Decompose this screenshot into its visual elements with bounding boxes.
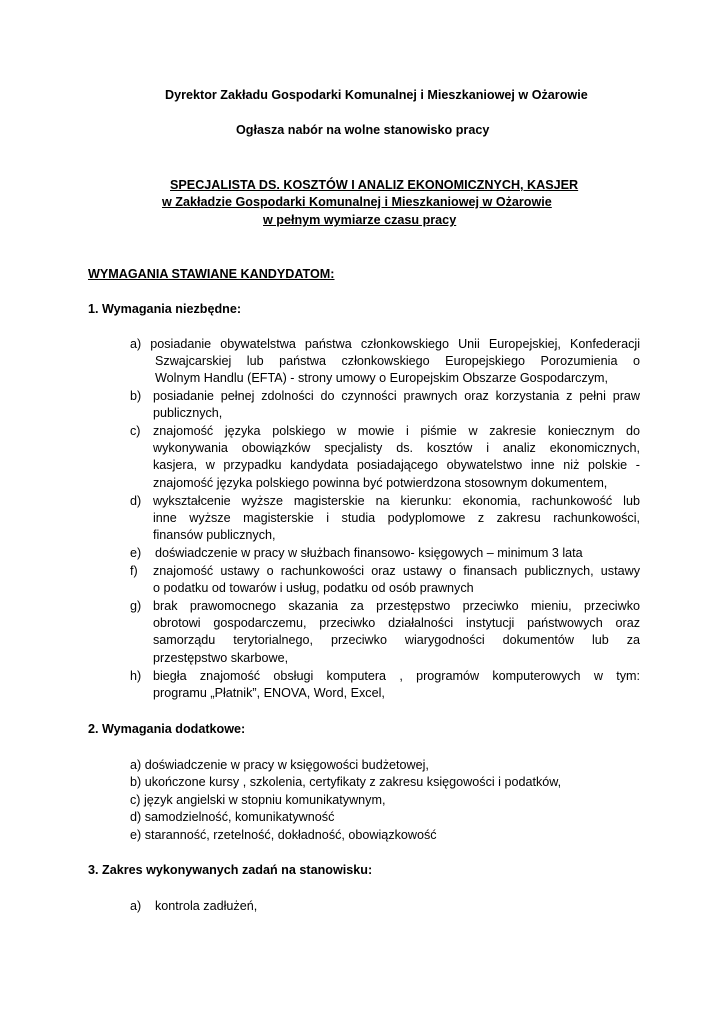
section2-title: 2. Wymagania dodatkowe: — [88, 722, 246, 736]
additional-item-b: b) ukończone kursy , szkolenia, certyfikaty z zakresu księgowości i podatków, — [130, 775, 562, 789]
req-a-line1: a) posiadanie obywatelstwa państwa członkowskiego Unii Europejskiej, Konfederacji — [130, 337, 640, 351]
req-h-marker: h) — [130, 669, 142, 683]
req-c-line4: znajomość języka polskiego powinna być potwierdzona stosownym dokumentem, — [153, 476, 608, 490]
requirements-heading: WYMAGANIA STAWIANE KANDYDATOM: — [88, 267, 335, 281]
req-g-line2: obrotowi gospodarczemu, przeciwko działalności instytucji państwowych oraz — [153, 616, 640, 630]
section3-title: 3. Zakres wykonywanych zadań na stanowisku: — [88, 863, 373, 877]
req-c-line1: znajomość języka polskiego w mowie i piśmie w zakresie koniecznym do — [153, 424, 640, 438]
req-a-line2: Szwajcarskiej lub państwa członkowskiego Europejskiego Porozumienia o — [155, 354, 640, 368]
duty-a-marker: a) — [130, 899, 142, 913]
additional-item-d: d) samodzielność, komunikatywność — [130, 810, 335, 824]
req-g-marker: g) — [130, 599, 142, 613]
req-a-line3: Wolnym Handlu (EFTA) - strony umowy o Europejskim Obszarze Gospodarczym, — [155, 371, 609, 385]
section1-title: 1. Wymagania niezbędne: — [88, 302, 242, 316]
additional-item-c: c) język angielski w stopniu komunikatywnym, — [130, 793, 386, 807]
req-d-marker: d) — [130, 494, 142, 508]
req-g-line1: brak prawomocnego skazania za przestępstwo przeciwko mieniu, przeciwko — [153, 599, 640, 613]
additional-item-a: a) doświadczenie w pracy w księgowości budżetowej, — [130, 758, 429, 772]
req-e-marker: e) — [130, 546, 142, 560]
req-e-line1: doświadczenie w pracy w służbach finansowo- księgowych – minimum 3 lata — [155, 546, 583, 560]
position-title: SPECJALISTA DS. KOSZTÓW I ANALIZ EKONOMICZNYCH, KASJER — [170, 178, 579, 192]
position-employer: w Zakładzie Gospodarki Komunalnej i Mieszkaniowej w Ożarowie — [162, 195, 552, 209]
position-working-time: w pełnym wymiarze czasu pracy — [263, 213, 457, 227]
req-h-line2: programu „Płatnik”, ENOVA, Word, Excel, — [153, 686, 385, 700]
req-d-line2: inne wyższe magisterskie i studia podyplomowe z zakresu rachunkowości, — [153, 511, 640, 525]
req-d-line3: finansów publicznych, — [153, 528, 276, 542]
req-c-line2: wykonywania obowiązków specjalisty ds. kosztów i analiz ekonomicznych, — [153, 441, 640, 455]
req-g-line3: samorządu terytorialnego, przeciwko wiarygodności dokumentów lub za — [153, 633, 640, 647]
req-f-line2: o podatku od towarów i usług, podatku od osób prawnych — [153, 581, 474, 595]
req-f-line1: znajomość ustawy o rachunkowości oraz ustawy o finansach publicznych, ustawy — [153, 564, 640, 578]
req-h-line1: biegła znajomość obsługi komputera , programów komputerowych w tym: — [153, 669, 640, 683]
duty-a-text: kontrola zadłużeń, — [155, 899, 258, 913]
req-b-marker: b) — [130, 389, 142, 403]
additional-item-e: e) staranność, rzetelność, dokładność, obowiązkowość — [130, 828, 437, 842]
req-d-line1: wykształcenie wyższe magisterskie na kierunku: ekonomia, rachunkowość lub — [153, 494, 640, 508]
req-c-marker: c) — [130, 424, 141, 438]
req-b-line1: posiadanie pełnej zdolności do czynności prawnych oraz korzystania z pełni praw — [153, 389, 640, 403]
req-b-line2: publicznych, — [153, 406, 223, 420]
header-director-line: Dyrektor Zakładu Gospodarki Komunalnej i Mieszkaniowej w Ożarowie — [165, 88, 588, 102]
req-c-line3: kasjera, w przypadku kandydata posiadającego obywatelstwo inne niż polskie - — [153, 458, 640, 472]
req-g-line4: przestępstwo skarbowe, — [153, 651, 289, 665]
req-f-marker: f) — [130, 564, 138, 578]
header-announcement-line: Ogłasza nabór na wolne stanowisko pracy — [236, 123, 490, 137]
